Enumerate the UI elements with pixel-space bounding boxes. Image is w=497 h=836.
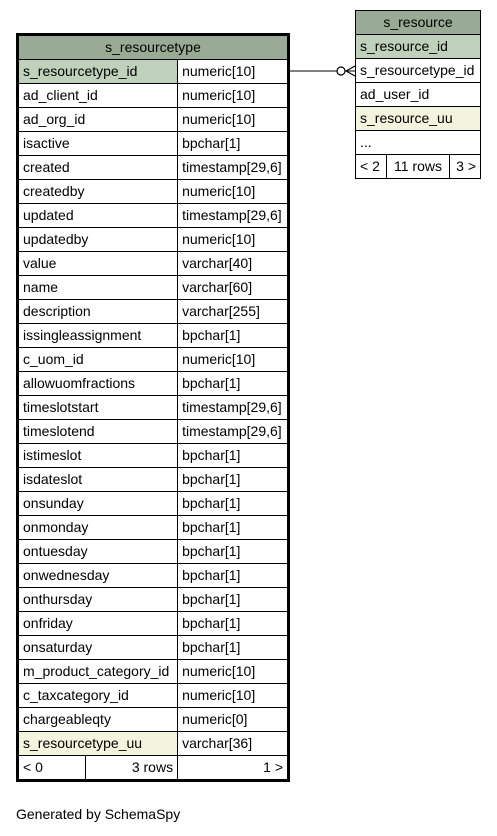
column-type: bpchar[1] xyxy=(178,132,289,156)
column-type: numeric[10] xyxy=(178,660,289,684)
column-type: timestamp[29,6] xyxy=(178,396,289,420)
column-name[interactable]: createdby xyxy=(18,180,178,204)
column-name[interactable]: ad_user_id xyxy=(356,83,481,107)
column-name[interactable]: s_resourcetype_uu xyxy=(18,732,178,756)
column-name[interactable]: ad_client_id xyxy=(18,84,178,108)
column-type: bpchar[1] xyxy=(178,612,289,636)
column-name[interactable]: istimeslot xyxy=(18,444,178,468)
column-type: bpchar[1] xyxy=(178,516,289,540)
column-type: numeric[10] xyxy=(178,684,289,708)
table-row[interactable] xyxy=(18,252,289,276)
table-row[interactable] xyxy=(18,468,289,492)
column-type: varchar[36] xyxy=(178,732,289,756)
column-type: bpchar[1] xyxy=(178,372,289,396)
column-type: varchar[60] xyxy=(178,276,289,300)
column-type: varchar[255] xyxy=(178,300,289,324)
column-name[interactable]: onfriday xyxy=(18,612,178,636)
table-row[interactable] xyxy=(18,588,289,612)
column-name[interactable]: allowuomfractions xyxy=(18,372,178,396)
column-name[interactable]: c_uom_id xyxy=(18,348,178,372)
table-row[interactable] xyxy=(356,107,481,131)
column-name[interactable]: s_resource_id xyxy=(356,35,481,59)
table-row[interactable] xyxy=(18,204,289,228)
column-name[interactable]: name xyxy=(18,276,178,300)
column-type: numeric[0] xyxy=(178,708,289,732)
table-footer-row xyxy=(356,155,481,179)
column-name[interactable]: timeslotend xyxy=(18,420,178,444)
column-name[interactable]: ad_org_id xyxy=(18,108,178,132)
table-row[interactable] xyxy=(18,612,289,636)
table-row[interactable] xyxy=(18,708,289,732)
column-name[interactable]: s_resourcetype_id xyxy=(18,60,178,84)
children-link[interactable]: 1 > xyxy=(178,756,289,781)
column-type: varchar[40] xyxy=(178,252,289,276)
table-row[interactable] xyxy=(18,180,289,204)
table-s-resource[interactable] xyxy=(355,10,481,179)
column-type: numeric[10] xyxy=(178,228,289,252)
table-row[interactable] xyxy=(18,324,289,348)
column-name[interactable]: isactive xyxy=(18,132,178,156)
table-row[interactable] xyxy=(18,348,289,372)
column-type: numeric[10] xyxy=(178,84,289,108)
column-type: bpchar[1] xyxy=(178,564,289,588)
column-type: bpchar[1] xyxy=(178,324,289,348)
table-row[interactable] xyxy=(18,84,289,108)
row-count: 3 rows xyxy=(86,756,178,781)
column-name[interactable]: timeslotstart xyxy=(18,396,178,420)
column-type: timestamp[29,6] xyxy=(178,420,289,444)
table-row[interactable] xyxy=(18,564,289,588)
column-type: bpchar[1] xyxy=(178,636,289,660)
table-row[interactable] xyxy=(18,132,289,156)
column-type: numeric[10] xyxy=(178,108,289,132)
table-row[interactable] xyxy=(356,131,481,155)
column-type: numeric[10] xyxy=(178,180,289,204)
column-name[interactable]: created xyxy=(18,156,178,180)
table-row[interactable] xyxy=(18,420,289,444)
column-type: bpchar[1] xyxy=(178,468,289,492)
table-title[interactable]: s_resource xyxy=(356,11,481,35)
table-row[interactable] xyxy=(18,492,289,516)
column-name[interactable]: updated xyxy=(18,204,178,228)
table-s-resourcetype[interactable] xyxy=(16,33,290,782)
column-name[interactable]: onsaturday xyxy=(18,636,178,660)
column-type: numeric[10] xyxy=(178,60,289,84)
column-name[interactable]: isdateslot xyxy=(18,468,178,492)
table-row[interactable] xyxy=(18,372,289,396)
column-name[interactable]: issingleassignment xyxy=(18,324,178,348)
table-row[interactable] xyxy=(18,108,289,132)
table-row[interactable] xyxy=(18,396,289,420)
column-name[interactable]: c_taxcategory_id xyxy=(18,684,178,708)
table-row[interactable] xyxy=(18,516,289,540)
table-row[interactable] xyxy=(18,156,289,180)
table-row[interactable] xyxy=(18,660,289,684)
column-name[interactable]: value xyxy=(18,252,178,276)
parents-link[interactable]: < 0 xyxy=(18,756,86,781)
table-row[interactable] xyxy=(18,276,289,300)
table-row[interactable] xyxy=(18,732,289,756)
parents-link[interactable]: < 2 xyxy=(356,155,387,179)
generated-by-text: Generated by SchemaSpy xyxy=(16,806,181,822)
column-type: timestamp[29,6] xyxy=(178,156,289,180)
table-row[interactable] xyxy=(18,60,289,84)
table-row[interactable] xyxy=(18,684,289,708)
column-name[interactable]: s_resource_uu xyxy=(356,107,481,131)
table-title[interactable]: s_resourcetype xyxy=(18,35,289,60)
column-name[interactable]: chargeableqty xyxy=(18,708,178,732)
column-type: timestamp[29,6] xyxy=(178,204,289,228)
column-type: bpchar[1] xyxy=(178,540,289,564)
column-name[interactable]: ... xyxy=(356,131,481,155)
table-row[interactable] xyxy=(18,444,289,468)
column-type: bpchar[1] xyxy=(178,492,289,516)
table-row[interactable] xyxy=(356,83,481,107)
column-name[interactable]: s_resourcetype_id xyxy=(356,59,481,83)
table-row[interactable] xyxy=(18,540,289,564)
column-type: numeric[10] xyxy=(178,348,289,372)
children-link[interactable]: 3 > xyxy=(449,155,480,179)
column-type: bpchar[1] xyxy=(178,444,289,468)
column-name[interactable]: m_product_category_id xyxy=(18,660,178,684)
table-row[interactable] xyxy=(18,636,289,660)
column-name[interactable]: onwednesday xyxy=(18,564,178,588)
column-name[interactable]: onmonday xyxy=(18,516,178,540)
table-row[interactable] xyxy=(18,300,289,324)
table-row[interactable] xyxy=(18,228,289,252)
column-name[interactable]: onthursday xyxy=(18,588,178,612)
table-footer-row xyxy=(18,756,289,781)
table-row[interactable] xyxy=(356,35,481,59)
row-count: 11 rows xyxy=(387,155,449,179)
table-row[interactable] xyxy=(356,59,481,83)
column-name[interactable]: onsunday xyxy=(18,492,178,516)
column-name[interactable]: ontuesday xyxy=(18,540,178,564)
column-name[interactable]: description xyxy=(18,300,178,324)
column-type: bpchar[1] xyxy=(178,588,289,612)
column-name[interactable]: updatedby xyxy=(18,228,178,252)
